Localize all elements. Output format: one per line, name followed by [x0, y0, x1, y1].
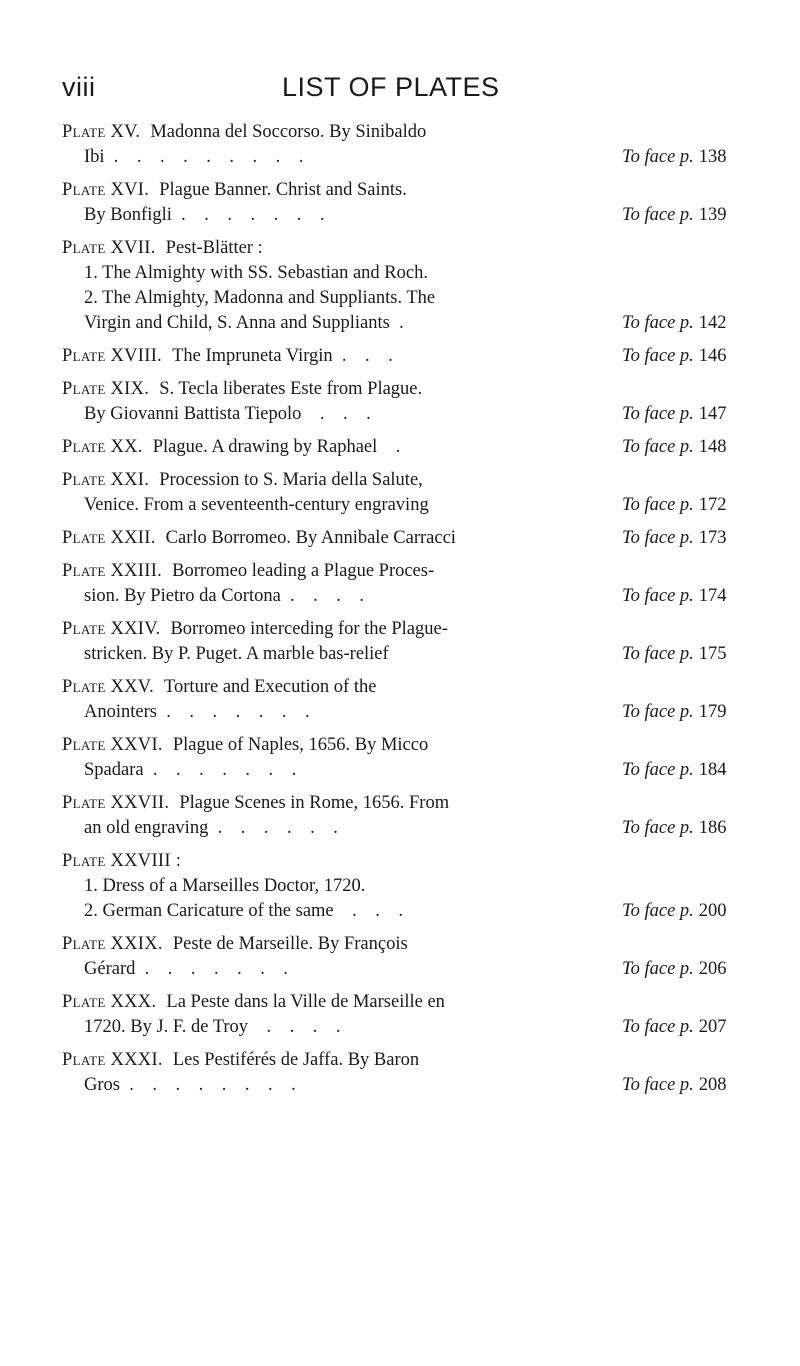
page-number-ref: 147	[698, 404, 727, 424]
plate-caption-text: La Peste dans la Ville de Marseille en	[166, 992, 445, 1012]
page-reference	[622, 435, 727, 460]
plate-caption-text: Plague of Naples, 1656. By Micco	[172, 735, 429, 755]
plate-caption-text: Borromeo interceding for the Plague-	[170, 619, 448, 639]
plate-caption-text: Madonna del Soccorso. By Sinibaldo	[150, 122, 427, 142]
plate-caption-text: Plague. A drawing by Raphael .	[152, 437, 401, 457]
plate-entry	[62, 932, 762, 982]
page-number-ref: 146	[698, 346, 727, 366]
page-number-ref: 184	[698, 760, 727, 780]
page-reference	[622, 311, 727, 336]
page-number-ref: 208	[698, 1075, 727, 1095]
to-face-label: To face p.	[622, 702, 694, 722]
page-number-ref: 139	[698, 205, 727, 225]
plate-entry-line	[62, 758, 762, 783]
plate-caption-text: 1. Dress of a Marseilles Doctor, 1720.	[84, 876, 366, 896]
plate-entry	[62, 344, 762, 369]
page-reference	[622, 493, 727, 518]
page-number-ref: 174	[698, 586, 727, 606]
plate-entry	[62, 435, 762, 460]
plate-label: Plate XVII.	[62, 238, 156, 258]
page-reference	[622, 402, 727, 427]
plate-entry-line	[62, 1048, 762, 1073]
plate-caption-text: Venice. From a seventeenth-century engraving	[84, 495, 429, 515]
plate-entry	[62, 675, 762, 725]
plate-caption-text: Anointers . . . . . . .	[84, 702, 310, 722]
plate-caption-text: Gérard . . . . . . .	[84, 959, 288, 979]
page-number-ref: 175	[698, 644, 727, 664]
plate-caption-text: Plague Scenes in Rome, 1656. From	[179, 793, 450, 813]
to-face-label: To face p.	[622, 1075, 694, 1095]
page-reference	[622, 700, 727, 725]
plate-caption-text: Ibi . . . . . . . . .	[84, 147, 304, 167]
plate-label: Plate XXVI.	[62, 735, 163, 755]
plate-entry	[62, 990, 762, 1040]
to-face-label: To face p.	[622, 1017, 694, 1037]
to-face-label: To face p.	[622, 437, 694, 457]
plate-entry-line	[62, 311, 762, 336]
page-reference	[622, 344, 727, 369]
page-number-ref: 200	[698, 901, 727, 921]
plate-entry	[62, 617, 762, 667]
page-number-ref: 186	[698, 818, 727, 838]
plate-caption-text: 1. The Almighty with SS. Sebastian and Roch.	[84, 263, 428, 283]
page-number-ref: 138	[698, 147, 727, 167]
plate-entry-line	[62, 990, 762, 1015]
page-reference	[622, 203, 727, 228]
page-reference	[622, 1015, 727, 1040]
plate-entry-line	[62, 849, 762, 874]
plate-caption-text: Torture and Execution of the	[164, 677, 377, 697]
page-number-ref: 142	[698, 313, 727, 333]
plate-caption-text: an old engraving . . . . . .	[84, 818, 338, 838]
plate-entry-line	[62, 203, 762, 228]
plate-label: Plate XXI.	[62, 470, 150, 490]
plate-label: Plate XXII.	[62, 528, 156, 548]
plate-label: Plate XVI.	[62, 180, 150, 200]
plate-entry	[62, 849, 762, 924]
plate-entry-line	[62, 816, 762, 841]
plate-entry	[62, 733, 762, 783]
page-reference	[622, 1073, 727, 1098]
plate-entry	[62, 791, 762, 841]
plate-entry	[62, 377, 762, 427]
plate-entry-line	[62, 402, 762, 427]
plate-entry-line	[62, 344, 762, 369]
plate-entry	[62, 178, 762, 228]
page-number-ref: 206	[698, 959, 727, 979]
to-face-label: To face p.	[622, 901, 694, 921]
plate-label: Plate XV.	[62, 122, 141, 142]
plate-entry-line	[62, 120, 762, 145]
plate-caption-text: 2. The Almighty, Madonna and Suppliants. The	[84, 288, 436, 308]
plate-label: Plate XXV.	[62, 677, 155, 697]
plate-entry	[62, 468, 762, 518]
to-face-label: To face p.	[622, 959, 694, 979]
plate-entry-line	[62, 145, 762, 170]
plate-label: Plate XXVIII :	[62, 851, 182, 871]
plate-caption-text: Carlo Borromeo. By Annibale Carracci	[165, 528, 456, 548]
plate-caption-text: Pest-Blätter :	[165, 238, 263, 258]
page-number-ref: 173	[698, 528, 727, 548]
plate-label: Plate XXIII.	[62, 561, 163, 581]
plate-entry	[62, 526, 762, 551]
plate-entry	[62, 120, 762, 170]
plate-caption-text: Virgin and Child, S. Anna and Suppliants .	[84, 313, 404, 333]
plate-label: Plate XVIII.	[62, 346, 163, 366]
plate-caption-text: 1720. By J. F. de Troy . . . .	[84, 1017, 341, 1037]
plate-caption-text: By Bonfigli . . . . . . .	[84, 205, 325, 225]
page-number: viii	[62, 72, 96, 102]
to-face-label: To face p.	[622, 313, 694, 333]
plate-entry-line	[62, 178, 762, 203]
page-reference	[622, 899, 727, 924]
plate-caption-text: S. Tecla liberates Este from Plague.	[159, 379, 423, 399]
to-face-label: To face p.	[622, 147, 694, 167]
plate-entry-line	[62, 675, 762, 700]
page-header	[62, 72, 752, 112]
plate-entry-line	[62, 236, 762, 261]
plate-entry-line	[62, 261, 762, 286]
plate-entry-line	[62, 899, 762, 924]
plate-caption-text: Gros . . . . . . . .	[84, 1075, 296, 1095]
plate-entry-line	[62, 642, 762, 667]
plate-caption-text: Borromeo leading a Plague Proces-	[172, 561, 435, 581]
plate-label: Plate XXX.	[62, 992, 157, 1012]
page-reference	[622, 816, 727, 841]
to-face-label: To face p.	[622, 644, 694, 664]
plate-entry	[62, 236, 762, 336]
to-face-label: To face p.	[622, 760, 694, 780]
plate-caption-text: 2. German Caricature of the same . . .	[84, 901, 404, 921]
plate-entry-line	[62, 733, 762, 758]
to-face-label: To face p.	[622, 346, 694, 366]
page-number-ref: 207	[698, 1017, 727, 1037]
to-face-label: To face p.	[622, 404, 694, 424]
page-number-ref: 148	[698, 437, 727, 457]
plate-entry-line	[62, 493, 762, 518]
plate-caption-text: Plague Banner. Christ and Saints.	[159, 180, 407, 200]
plate-entry	[62, 1048, 762, 1098]
page-reference	[622, 758, 727, 783]
page-number-ref: 179	[698, 702, 727, 722]
page-reference	[622, 584, 727, 609]
plate-entry-line	[62, 559, 762, 584]
running-title: LIST OF PLATES	[282, 72, 500, 102]
plate-label: Plate XXIX.	[62, 934, 163, 954]
plate-caption-text: By Giovanni Battista Tiepolo . . .	[84, 404, 371, 424]
plate-entry-line	[62, 584, 762, 609]
plate-caption-text: stricken. By P. Puget. A marble bas-relief	[84, 644, 389, 664]
to-face-label: To face p.	[622, 205, 694, 225]
plate-entry-line	[62, 435, 762, 460]
plate-entry-line	[62, 286, 762, 311]
plate-caption-text: Procession to S. Maria della Salute,	[159, 470, 423, 490]
plate-label: Plate XIX.	[62, 379, 150, 399]
plate-entry-line	[62, 377, 762, 402]
plate-caption-text: Peste de Marseille. By François	[172, 934, 408, 954]
plate-entry	[62, 559, 762, 609]
to-face-label: To face p.	[622, 528, 694, 548]
plate-entry-line	[62, 874, 762, 899]
plate-entry-line	[62, 932, 762, 957]
plate-label: Plate XXXI.	[62, 1050, 163, 1070]
to-face-label: To face p.	[622, 586, 694, 606]
plate-label: Plate XXIV.	[62, 619, 161, 639]
plate-caption-text: Les Pestiférés de Jaffa. By Baron	[172, 1050, 420, 1070]
plate-entry-line	[62, 526, 762, 551]
page-reference	[622, 526, 727, 551]
plate-entry-line	[62, 468, 762, 493]
to-face-label: To face p.	[622, 495, 694, 515]
plate-entry-line	[62, 617, 762, 642]
plate-caption-text: Spadara . . . . . . .	[84, 760, 297, 780]
plate-entry-line	[62, 700, 762, 725]
plate-caption-text: The Impruneta Virgin . . .	[172, 346, 393, 366]
page-number-ref: 172	[698, 495, 727, 515]
plate-entry-line	[62, 1015, 762, 1040]
plate-entry-line	[62, 1073, 762, 1098]
page-reference	[622, 145, 727, 170]
page-reference	[622, 642, 727, 667]
page-reference	[622, 957, 727, 982]
plate-caption-text: sion. By Pietro da Cortona . . . .	[84, 586, 365, 606]
plate-label: Plate XX.	[62, 437, 143, 457]
plate-label: Plate XXVII.	[62, 793, 170, 813]
plate-entry-line	[62, 791, 762, 816]
to-face-label: To face p.	[622, 818, 694, 838]
plate-entry-line	[62, 957, 762, 982]
plates-list	[62, 120, 762, 1106]
